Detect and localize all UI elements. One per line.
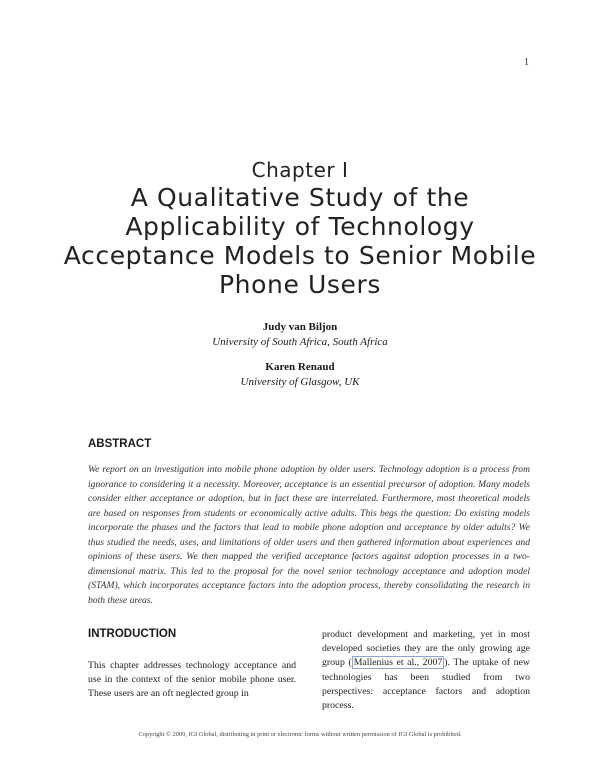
page-number: 1 xyxy=(524,57,529,68)
intro-text-segment: ). The uptake of new technologies has been studied from two perspectives: acceptance factors and adoption process. xyxy=(322,657,530,712)
introduction-right-column xyxy=(322,628,530,713)
author-block xyxy=(0,360,600,389)
citation-link[interactable]: Mallenius et al., 2007 xyxy=(353,657,443,669)
chapter-title: A Qualitative Study of the Applicability of Technology Acceptance Models to Senior Mobile Phone Users xyxy=(63,183,537,299)
author-affiliation: University of South Africa, South Africa xyxy=(212,336,388,348)
introduction-heading: INTRODUCTION xyxy=(88,628,177,640)
abstract-heading: ABSTRACT xyxy=(88,438,152,450)
intro-text-segment: product development and marketing, yet in most developed societies they are the only growing age group ( xyxy=(322,629,530,669)
author-name: Karen Renaud xyxy=(265,361,335,373)
abstract-body: We report on an investigation into mobile phone adoption by older users. Technology adoption is a process from ignorance to considering it a necessity. Moreover, acceptance is an essential precursor of adoption. Many models consider either acceptance or adoption, but in fact these are interrelated. Furthermore, most theoretical models are based on responses from students or economically active adults. This begs the question: Do existing models incorporate the phases and the factors that lead to mobile phone adoption and acceptance by older adults? We thus studied the needs, uses, and limitations of older users and then gathered information about experiences and opinions of these users. We then mapped the verified acceptance factors against adoption processes in a two-dimensional matrix. This led to the proposal for the novel senior technology acceptance and adoption model (STAM), which incorporates acceptance factors into the adoption process, thereby consolidating the research in both these areas. xyxy=(88,464,530,606)
author-block xyxy=(0,320,600,349)
introduction-left-column: This chapter addresses technology acceptance and use in the context of the senior mobile phone user. These users are an oft neglected group in xyxy=(88,660,296,700)
author-affiliation: University of Glasgow, UK xyxy=(240,376,360,388)
author-name: Judy van Biljon xyxy=(262,321,338,333)
copyright-footer: Copyright © 2009, IGI Global, distributing in print or electronic forms without written permission of IGI Global is prohibited. xyxy=(138,731,462,738)
chapter-label: Chapter I xyxy=(251,158,349,182)
